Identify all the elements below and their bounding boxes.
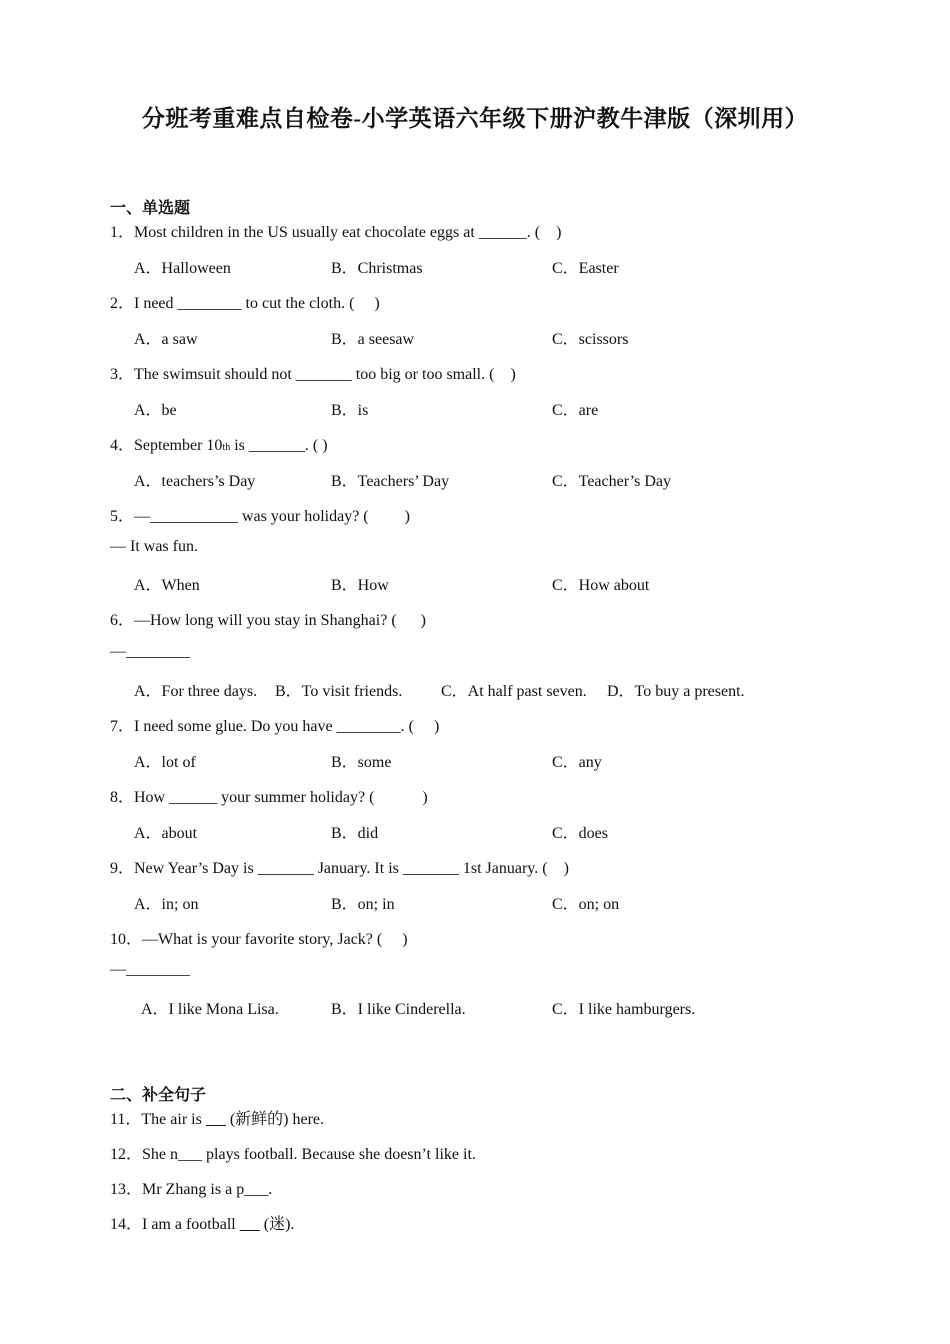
question-11 [110,1106,324,1129]
q2-option-c: C．scissors [552,331,629,348]
ordinal-suffix: th [222,442,231,453]
q6-option-d: D．To buy a present. [607,683,745,700]
question-10: 10．—What is your favorite story, Jack? ( ) [110,931,408,948]
question-7: 7．I need some glue. Do you have ________. ( ) [110,718,440,735]
question-9: 9．New Year’s Day is _______ January. It is _______ 1st January. ( ) [110,860,569,877]
q1-option-b: B．Christmas [331,260,423,277]
q5-option-a: A．When [134,577,200,594]
q3-option-a: A．be [134,402,177,419]
q6-option-c: C．At half past seven. [441,683,587,700]
question-12 [110,1141,476,1164]
question-5-reply: — It was fun. [110,538,198,555]
q4-option-b: B．Teachers’ Day [331,473,450,490]
q3-option-b: B．is [331,402,369,419]
q14-blank [240,1216,260,1233]
question-6-reply: —________ [110,643,190,660]
q8-option-c: C．does [552,825,609,842]
section-heading-complete-sentences: 二、补全句子 [110,1087,207,1104]
q11-text-end: (新鲜的) here. [225,1111,325,1128]
q11-text-start: 11．The air is [110,1111,206,1128]
question-14 [110,1211,294,1234]
question-8: 8．How ______ your summer holiday? ( ) [110,789,428,806]
q8-option-a: A．about [134,825,198,842]
q1-option-c: C．Easter [552,260,619,277]
q6-option-a: A．For three days. [134,683,258,700]
q5-option-c: C．How about [552,577,650,594]
q10-option-c: C．I like hamburgers. [552,1001,696,1018]
q7-option-c: C．any [552,754,602,771]
question-10-reply: —________ [110,961,190,978]
q12-text-end: plays football. Because she doesn’t like it. [202,1146,476,1163]
q7-option-b: B．some [331,754,392,771]
question-13 [110,1176,272,1199]
page-title: 分班考重难点自检卷-小学英语六年级下册沪教牛津版（深圳用） [141,106,809,131]
q3-option-c: C．are [552,402,599,419]
q10-option-b: B．I like Cinderella. [331,1001,466,1018]
q13-text-end: . [268,1181,273,1198]
q9-option-c: C．on; on [552,896,620,913]
q13-blank: ___ [244,1181,269,1198]
q12-text-start: 12．She n [110,1146,179,1163]
question-6: 6．—How long will you stay in Shanghai? ( ) [110,612,426,629]
q2-option-a: A．a saw [134,331,198,348]
q14-text-end: (迷). [259,1216,295,1233]
q8-option-b: B．did [331,825,379,842]
q1-option-a: A．Halloween [134,260,231,277]
question-4-text-start: 4．September 10 [110,437,223,454]
question-5: 5．—___________ was your holiday? ( ) [110,508,410,525]
q9-option-b: B．on; in [331,896,395,913]
q2-option-b: B．a seesaw [331,331,415,348]
question-1: 1．Most children in the US usually eat chocolate eggs at ______. ( ) [110,224,562,241]
question-2: 2．I need ________ to cut the cloth. ( ) [110,295,380,312]
section-heading-single-choice: 一、单选题 [110,200,191,217]
q14-text-start: 14．I am a football [110,1216,240,1233]
question-3: 3．The swimsuit should not _______ too big or too small. ( ) [110,366,516,383]
q10-option-a: A．I like Mona Lisa. [141,1001,279,1018]
question-4-text-end: is _______. ( ) [230,437,328,454]
q9-option-a: A．in; on [134,896,199,913]
q13-text-start: 13．Mr Zhang is a p [110,1181,245,1198]
q4-option-c: C．Teacher’s Day [552,473,671,490]
q6-option-b: B．To visit friends. [275,683,403,700]
q4-option-a: A．teachers’s Day [134,473,256,490]
q7-option-a: A．lot of [134,754,196,771]
q11-blank [206,1111,226,1128]
q12-blank: ___ [178,1146,203,1163]
q5-option-b: B．How [331,577,389,594]
question-4 [110,432,328,455]
